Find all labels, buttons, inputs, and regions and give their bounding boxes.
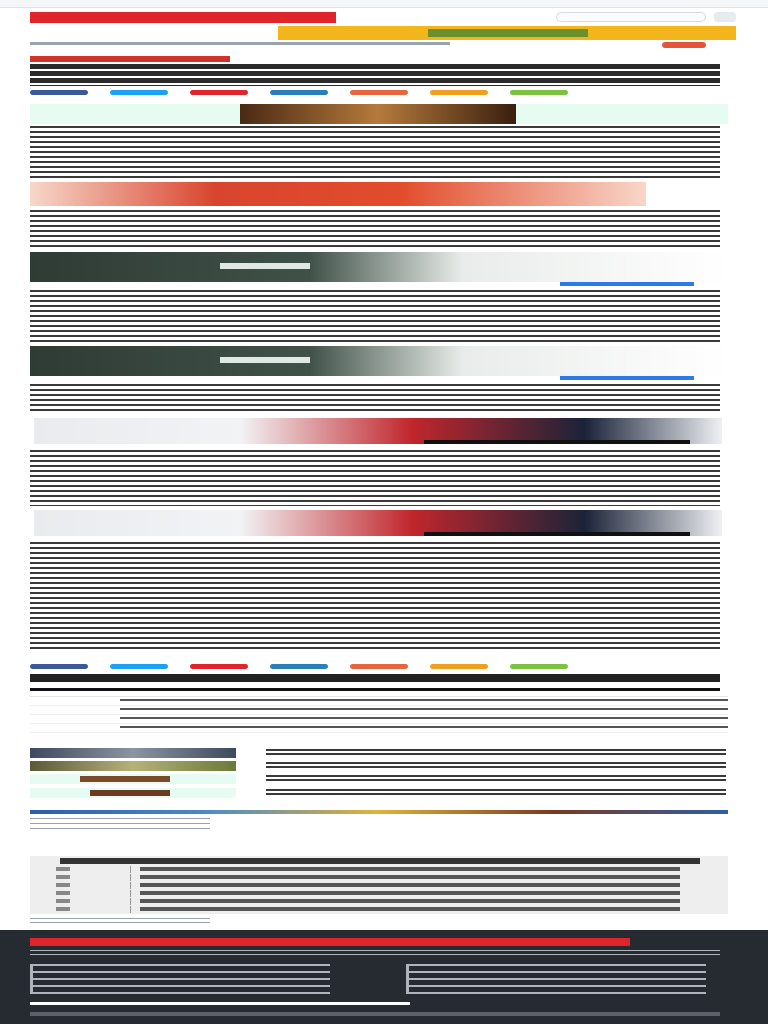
list-item[interactable] <box>30 774 728 785</box>
footer-logo[interactable] <box>30 938 630 946</box>
article-meta-table <box>30 696 728 736</box>
article-kicker[interactable] <box>30 56 230 62</box>
ad-strip[interactable] <box>30 810 728 814</box>
share-button-5[interactable] <box>430 664 488 669</box>
most-viewed-item[interactable] <box>56 906 696 913</box>
list-item[interactable] <box>30 788 728 799</box>
share-button-6[interactable] <box>510 90 568 95</box>
section-divider <box>30 688 720 691</box>
related-teaser-list <box>30 748 728 804</box>
most-viewed-item[interactable] <box>56 890 696 897</box>
article-paragraph <box>30 290 720 342</box>
rank <box>56 899 70 903</box>
article-title <box>30 64 720 86</box>
share-button-5[interactable] <box>430 90 488 95</box>
teaser-title[interactable] <box>266 749 726 757</box>
share-button-4[interactable] <box>350 90 408 95</box>
teaser-thumbnail[interactable] <box>30 788 236 798</box>
teaser-title[interactable] <box>266 775 726 783</box>
article-paragraph <box>30 210 720 248</box>
share-button-3[interactable] <box>270 664 328 669</box>
subnav-text <box>30 42 450 45</box>
teaser-thumbnail[interactable] <box>30 748 236 758</box>
shoe-ad-cta-bar[interactable] <box>424 440 690 444</box>
header-ad-banner[interactable] <box>278 26 736 40</box>
most-viewed-title[interactable] <box>140 907 680 911</box>
share-button-2[interactable] <box>190 90 248 95</box>
meta-value[interactable] <box>120 726 728 730</box>
share-button-4[interactable] <box>350 664 408 669</box>
site-footer <box>0 930 768 1024</box>
share-bar-top <box>30 90 590 96</box>
share-button-6[interactable] <box>510 664 568 669</box>
most-viewed-item[interactable] <box>56 898 696 905</box>
teaser-thumbnail[interactable] <box>30 761 236 771</box>
list-item[interactable] <box>30 748 728 759</box>
hero-image-container <box>30 104 728 124</box>
small-print <box>30 818 210 830</box>
meta-value[interactable] <box>120 717 728 721</box>
meta-value[interactable] <box>120 708 728 712</box>
meta-key <box>30 715 120 723</box>
share-button-3[interactable] <box>270 90 328 95</box>
small-print <box>30 918 210 924</box>
search-input[interactable] <box>556 12 706 22</box>
article-paragraph <box>30 542 720 652</box>
rank <box>56 883 70 887</box>
most-viewed-title[interactable] <box>140 883 680 887</box>
video-ad-cta-bar[interactable] <box>560 282 694 286</box>
list-item[interactable] <box>30 761 728 772</box>
article-paragraph <box>30 384 720 414</box>
most-viewed-item[interactable] <box>56 882 696 889</box>
subnav-button[interactable] <box>662 42 706 48</box>
share-bar-bottom <box>30 664 590 670</box>
article-paragraph <box>30 450 720 506</box>
share-button-1[interactable] <box>110 90 168 95</box>
most-viewed-heading <box>60 858 700 864</box>
video-ad-cta-bar[interactable] <box>560 376 694 380</box>
menu-button[interactable] <box>714 12 736 22</box>
shoe-ad-cta-bar[interactable] <box>424 532 690 536</box>
most-viewed-title[interactable] <box>140 875 680 879</box>
hero-image <box>240 104 516 124</box>
share-button-0[interactable] <box>30 90 88 95</box>
rank <box>56 875 70 879</box>
most-viewed-item[interactable] <box>56 866 696 873</box>
teaser-title[interactable] <box>266 762 726 770</box>
footer-links-right[interactable] <box>406 964 706 994</box>
video-ad-label <box>220 357 310 363</box>
most-viewed-title[interactable] <box>140 867 680 871</box>
footer-copyright <box>30 1012 720 1016</box>
rank <box>56 891 70 895</box>
share-button-1[interactable] <box>110 664 168 669</box>
most-viewed-title[interactable] <box>140 899 680 903</box>
footer-divider <box>30 1002 410 1005</box>
shoe-ad[interactable] <box>34 418 722 444</box>
article-paragraph <box>30 126 720 180</box>
footer-description <box>30 950 720 958</box>
meta-key <box>30 724 120 732</box>
top-browser-bar <box>0 0 768 8</box>
video-ad[interactable] <box>30 346 728 376</box>
related-heading <box>30 674 720 682</box>
share-button-2[interactable] <box>190 664 248 669</box>
subnav <box>30 42 736 48</box>
shoe-ad[interactable] <box>34 510 722 536</box>
meta-key <box>30 706 120 714</box>
most-viewed-item[interactable] <box>56 874 696 881</box>
most-viewed-panel <box>30 856 728 914</box>
site-logo[interactable] <box>30 12 336 23</box>
footer-links-left[interactable] <box>30 964 330 994</box>
inline-ad-image[interactable] <box>30 182 646 206</box>
video-ad-label <box>220 263 310 269</box>
most-viewed-title[interactable] <box>140 891 680 895</box>
meta-key <box>30 697 120 705</box>
rank <box>56 907 70 911</box>
teaser-thumbnail[interactable] <box>30 774 236 784</box>
meta-value[interactable] <box>120 699 728 703</box>
rank <box>56 867 70 871</box>
ad-banner-text <box>428 29 588 37</box>
share-button-0[interactable] <box>30 664 88 669</box>
teaser-title[interactable] <box>266 789 726 797</box>
video-ad[interactable] <box>30 252 728 282</box>
